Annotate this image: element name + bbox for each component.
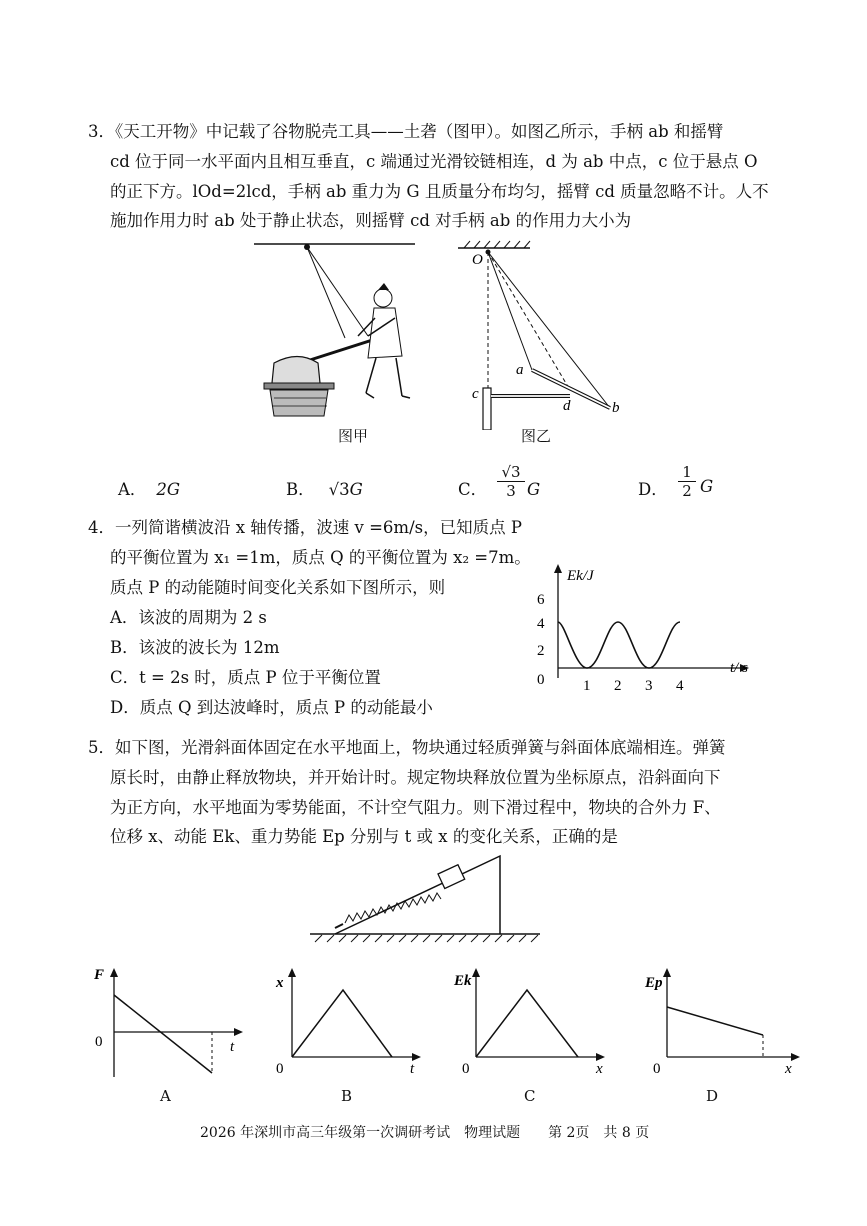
q3-label-O: O <box>472 252 483 268</box>
q4-line-1: 4．一列简谐横波沿 x 轴传播，波速 v =6m/s，已知质点 P <box>88 518 522 537</box>
q5-graph-d-label: D <box>706 1087 719 1105</box>
q5b-ylabel: x <box>276 975 284 991</box>
q4-xtick-4: 4 <box>676 678 684 694</box>
q3-figure-a-caption: 图甲 <box>338 427 369 445</box>
q3-line-1: 3．《天工开物》中记载了谷物脱壳工具——土砻（图甲）。如图乙所示，手柄 ab 和摇臂 <box>88 122 724 141</box>
q5c-origin: 0 <box>462 1061 470 1077</box>
q3-option-d-unit: G <box>700 477 714 496</box>
q5a-origin: 0 <box>95 1034 103 1050</box>
q4-curve <box>558 622 680 668</box>
page-footer: 2026 年深圳市高三年级第一次调研考试 物理试题 第 2页 共 8 页 <box>200 1125 650 1141</box>
q5-graph-b-label: B <box>341 1087 353 1105</box>
q4-xtick-2: 2 <box>614 678 622 694</box>
q4-line-2: 的平衡位置为 x₁ =1m，质点 Q 的平衡位置为 x₂ =7m。 <box>110 548 531 567</box>
q5b-xlabel: t <box>410 1061 415 1077</box>
q5b-origin: 0 <box>276 1061 284 1077</box>
q5-graph-a-label: A <box>160 1087 171 1105</box>
q5-graph-d <box>643 965 808 1080</box>
q3-option-a: A． 2G <box>118 480 181 499</box>
q4-option-b: B．该波的波长为 12m <box>110 638 280 657</box>
q3-label-c: c <box>472 386 479 402</box>
q5-line-1: 5．如下图，光滑斜面体固定在水平地面上，物块通过轻质弹簧与斜面体底端相连。弹簧 <box>88 738 726 757</box>
q3-figure-a-illustration <box>250 238 425 418</box>
q4-ytick-4: 4 <box>537 616 545 632</box>
q5a-ylabel: F <box>94 967 105 983</box>
q5-line-3: 为正方向，水平地面为零势能面，不计空气阻力。则下滑过程中，物块的合外力 F、 <box>110 798 721 817</box>
q5c-xlabel: x <box>596 1061 603 1077</box>
q4-graph-xlabel: t/ s <box>730 660 748 676</box>
q4-option-d: D．质点 Q 到达波峰时，质点 P 的动能最小 <box>110 698 433 717</box>
q4-ytick-2: 2 <box>537 643 545 659</box>
q3-line-4: 施加作用力时 ab 处于静止状态，则摇臂 cd 对手柄 ab 的作用力大小为 <box>110 211 632 230</box>
q5-line-4: 位移 x、动能 Ek、重力势能 Ep 分别与 t 或 x 的变化关系，正确的是 <box>110 827 618 846</box>
q3-label-b: b <box>612 400 620 416</box>
q3-figure-b-diagram <box>450 238 630 430</box>
q5-graph-a <box>90 965 250 1080</box>
q5d-origin: 0 <box>653 1061 661 1077</box>
q3-option-d-fraction: 1 2 <box>678 463 696 500</box>
q3-label-d: d <box>563 398 571 414</box>
q3-option-c-fraction: √3 3 <box>497 463 525 500</box>
q4-option-a: A．该波的周期为 2 s <box>110 608 267 627</box>
q4-option-c: C．t = 2s 时，质点 P 位于平衡位置 <box>110 668 381 687</box>
q4-kinetic-energy-graph <box>525 560 765 700</box>
q3-option-d: D． <box>638 480 668 499</box>
q3-figure-b-caption: 图乙 <box>521 427 552 445</box>
q3-option-b: B． √3G <box>286 480 363 499</box>
q3-option-c-unit: G <box>527 480 541 499</box>
q4-ytick-0: 0 <box>537 672 545 688</box>
q5-graph-c <box>452 965 612 1080</box>
q5d-ylabel: Ep <box>645 975 663 991</box>
q3-option-c: C． <box>458 480 488 499</box>
q5-line-2: 原长时，由静止释放物块，并开始计时。规定物块释放位置为坐标原点，沿斜面向下 <box>110 768 721 787</box>
q4-xtick-1: 1 <box>583 678 591 694</box>
q5d-xlabel: x <box>785 1061 792 1077</box>
q3-line-3: 的正下方。lOd=2lcd，手柄 ab 重力为 G 且质量分布均匀，摇臂 cd 质量忽略不计。人不 <box>110 182 769 201</box>
q5-incline-figure <box>305 850 545 945</box>
q5c-ylabel: Ek <box>454 973 472 989</box>
q5-graph-c-label: C <box>524 1087 536 1105</box>
q4-ytick-6: 6 <box>537 592 545 608</box>
q4-graph-ylabel: Ek/J <box>567 568 594 584</box>
q4-xtick-3: 3 <box>645 678 653 694</box>
q5-graph-b <box>268 965 428 1080</box>
q3-line-2: cd 位于同一水平面内且相互垂直，c 端通过光滑铰链相连，d 为 ab 中点，c 位于悬点 O <box>110 152 758 171</box>
q3-label-a: a <box>516 362 524 378</box>
q5a-xlabel: t <box>230 1039 235 1055</box>
q4-line-3: 质点 P 的动能随时间变化关系如下图所示，则 <box>110 578 446 597</box>
